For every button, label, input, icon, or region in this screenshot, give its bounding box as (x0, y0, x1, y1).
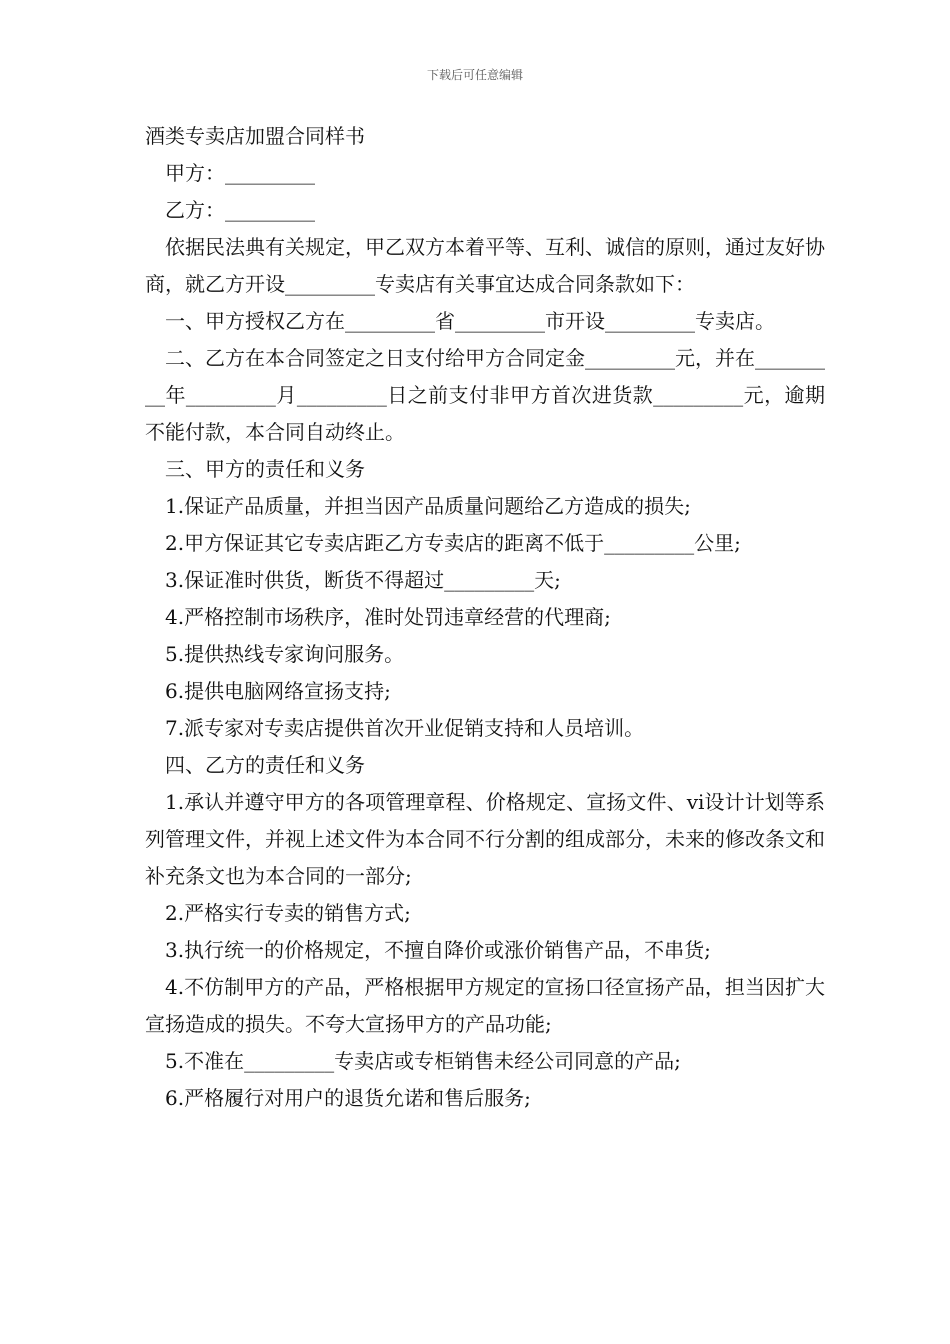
document-body (145, 118, 825, 1117)
section-heading-party-b-duties: 四、乙方的责任和义务 (165, 753, 365, 777)
party-b-duty-6: 6.严格履行对用户的退货允诺和售后服务; (165, 1086, 531, 1110)
party-b-duty-5: 5.不准在_________专卖店或专柜销售未经公司同意的产品; (165, 1049, 681, 1073)
party-a-duty-6: 6.提供电脑网络宣扬支持; (165, 679, 391, 703)
party-b-duty-3: 3.执行统一的价格规定，不擅自降价或涨价销售产品，不串货; (165, 938, 711, 962)
preamble-paragraph: 依据民法典有关规定，甲乙双方本着平等、互利、诚信的原则，通过友好协商，就乙方开设_________专卖店有关事宜达成合同条款如下： (145, 235, 825, 296)
clause-2: 二、乙方在本合同签定之日支付给甲方合同定金_________元，并在_________年_________月_________日之前支付非甲方首次进货款_________元，逾期不能付款，本合同自动终止。 (145, 346, 825, 444)
header-note: 下载后可任意编辑 (426, 68, 523, 82)
party-b-duty-2: 2.严格实行专卖的销售方式; (165, 901, 411, 925)
clause-1: 一、甲方授权乙方在_________省_________市开设_________专卖店。 (165, 309, 775, 333)
party-b-duty-1: 1.承认并遵守甲方的各项管理章程、价格规定、宣扬文件、vi设计计划等系列管理文件，并视上述文件为本合同不行分割的组成部分，未来的修改条文和补充条文也为本合同的一部分; (145, 790, 825, 888)
party-b-duty-4: 4.不仿制甲方的产品，严格根据甲方规定的宣扬口径宣扬产品，担当因扩大宣扬造成的损失。不夸大宣扬甲方的产品功能; (145, 975, 825, 1036)
party-a-duty-1: 1.保证产品质量，并担当因产品质量问题给乙方造成的损失; (165, 494, 691, 518)
party-a-duty-5: 5.提供热线专家询问服务。 (165, 642, 405, 666)
party-a-duty-2: 2.甲方保证其它专卖店距乙方专卖店的距离不低于_________公里; (165, 531, 741, 555)
party-a-line: 甲方：_________ (165, 161, 315, 185)
party-a-duty-3: 3.保证准时供货，断货不得超过_________天; (165, 568, 561, 592)
party-b-line: 乙方：_________ (165, 198, 315, 222)
party-a-duty-4: 4.严格控制市场秩序，准时处罚违章经营的代理商; (165, 605, 611, 629)
section-heading-party-a-duties: 三、甲方的责任和义务 (165, 457, 365, 481)
party-a-duty-7: 7.派专家对专卖店提供首次开业促销支持和人员培训。 (165, 716, 645, 740)
document-title: 酒类专卖店加盟合同样书 (145, 124, 365, 148)
